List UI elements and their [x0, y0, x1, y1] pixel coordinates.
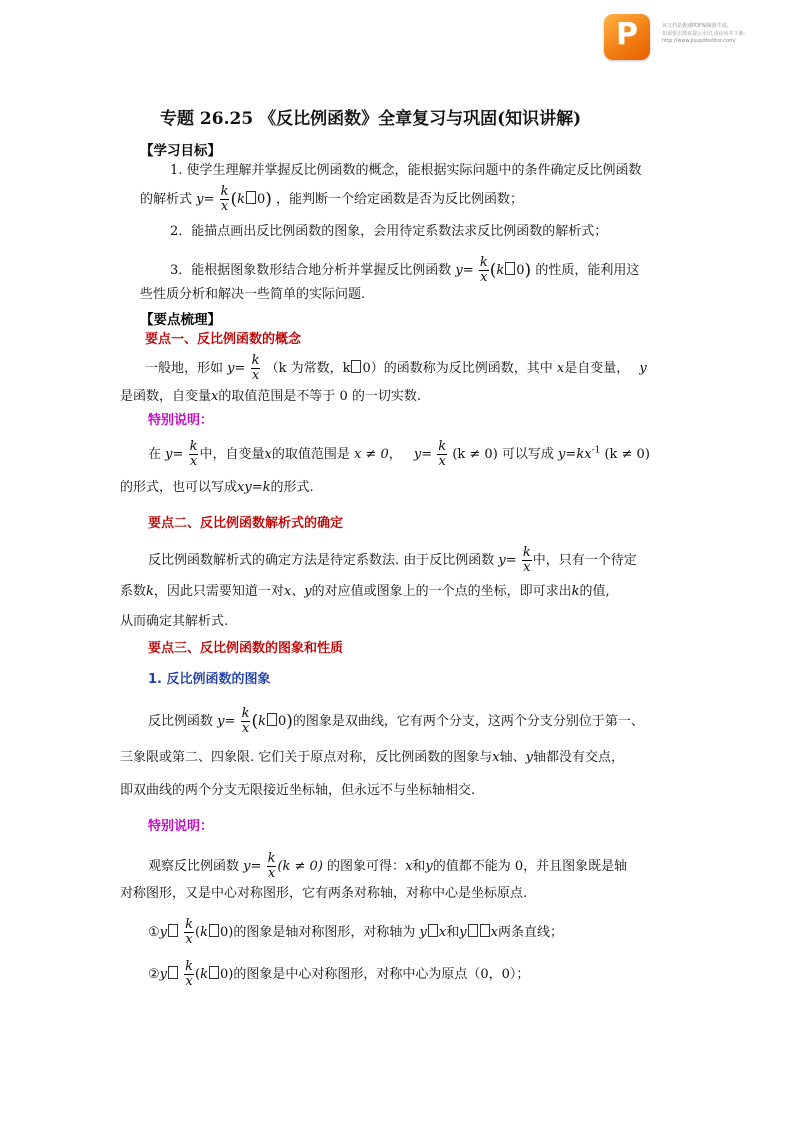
missing-glyph-box	[480, 924, 490, 937]
missing-glyph-box	[468, 924, 478, 937]
frac-den: x	[523, 560, 531, 575]
math-x-neq-0: x ≠ 0	[353, 447, 389, 462]
math-y: y	[525, 750, 533, 765]
point-2-title: 要点二、反比例函数解析式的确定	[148, 516, 344, 531]
frac-den: x	[220, 199, 229, 214]
fraction-k-over-x	[184, 960, 194, 989]
text: 轴、	[499, 750, 526, 765]
paren: (	[251, 711, 259, 732]
point-2-line-1	[148, 546, 637, 575]
fraction-k-over-x	[241, 707, 251, 736]
text: 的对应值或图象上的一个点的坐标，即可求出	[311, 584, 572, 599]
math-eq: =	[250, 859, 262, 874]
zero: 0	[256, 192, 266, 207]
math-eq: =	[172, 447, 184, 462]
frac-num: k	[189, 439, 198, 454]
frac-den: x	[185, 974, 193, 989]
missing-glyph-box	[505, 262, 515, 275]
text: 中，自变量	[199, 447, 265, 462]
frac-num: k	[185, 959, 194, 974]
text: ①	[148, 925, 160, 940]
missing-glyph-box	[351, 360, 361, 373]
fraction-k-over-x	[189, 440, 199, 469]
text: 的图象是双曲线，它有两个分支，这两个分支分别位于第一、	[292, 714, 644, 729]
fraction-k-over-x	[437, 440, 447, 469]
math-y: y	[498, 553, 506, 568]
frac-num: k	[185, 917, 194, 932]
math-y: y	[558, 447, 566, 462]
text: ，因此只需要知道一对	[153, 584, 284, 599]
fraction-k-over-x	[479, 256, 489, 285]
math-y: y	[243, 859, 251, 874]
text: 0）的函数称为反比例函数，其中	[362, 361, 553, 376]
text: 两条直线；	[497, 925, 563, 940]
point-3-line-1	[148, 707, 644, 736]
paren: )	[265, 189, 272, 210]
text: 的值,	[579, 584, 610, 599]
watermark-link[interactable]: http://www.jisupdfeditor.com/	[662, 38, 736, 44]
math-eq: =	[203, 192, 215, 207]
missing-glyph-box	[246, 191, 256, 204]
text: 观察反比例函数	[148, 859, 240, 874]
text: （k 为常数，k	[265, 361, 351, 376]
fraction-k-over-x	[184, 918, 194, 947]
text: 轴都没有交点，	[532, 750, 624, 765]
math-k: k	[496, 263, 505, 278]
math-k: k	[262, 480, 271, 495]
objective-1-line-2	[140, 185, 523, 214]
math-k: k	[237, 192, 245, 207]
frac-den: x	[189, 454, 198, 469]
text: ，能判断一个给定函数是否为反比例函数；	[276, 192, 524, 207]
zero: 0	[220, 925, 229, 940]
math-eq: =	[224, 714, 236, 729]
objective-2: 2．能描点画出反比例函数的图象，会用待定系数法求反比例函数的解析式；	[170, 224, 608, 239]
math-k-neq-0: (k ≠ 0)	[277, 859, 323, 874]
objectives-heading: 【学习目标】	[140, 143, 221, 159]
paren: (	[230, 189, 238, 210]
text: 的值都不能为 0，并且图象既是轴	[432, 859, 628, 874]
text: 的形式，也可以写成	[120, 480, 238, 495]
conclusion-2	[148, 960, 529, 989]
paren: (	[195, 925, 201, 940]
text: 的图象可得：	[327, 859, 406, 874]
frac-num: k	[522, 545, 531, 560]
paren: (	[195, 967, 201, 982]
math-x: x	[556, 361, 565, 376]
text: 和	[446, 925, 460, 940]
math-x: x	[492, 750, 500, 765]
text: 的解析式	[140, 192, 193, 207]
text: 3．能根据图象数形结合地分析并掌握反比例函数	[170, 263, 452, 278]
paren: )	[286, 711, 293, 732]
math-x: x	[264, 447, 272, 462]
text: ②	[148, 967, 160, 982]
observation-line-2: 对称图形，又是中心对称图形，它有两条对称轴，对称中心是坐标原点.	[120, 886, 528, 901]
paren: )	[228, 925, 234, 940]
zero: 0	[277, 714, 287, 729]
text: 中，只有一个待定	[532, 553, 637, 568]
logo-letter: P	[616, 17, 638, 52]
math-y: y	[217, 714, 225, 729]
math-y: y	[159, 967, 168, 982]
text: 的取值范围是	[271, 447, 350, 462]
point-3-subheading: 1. 反比例函数的图象	[148, 672, 271, 687]
text: 是函数，自变量	[120, 389, 212, 404]
objective-3-line-2: 些性质分析和解决一些简单的实际问题.	[140, 287, 366, 302]
math-eq: =	[421, 447, 433, 462]
missing-glyph-box	[428, 924, 438, 937]
point-2-line-3: 从而确定其解析式.	[120, 614, 229, 629]
frac-num: k	[267, 851, 276, 866]
math-y: y	[413, 447, 422, 462]
fraction-k-over-x	[220, 185, 230, 214]
math-eq: =	[251, 480, 263, 495]
watermark-line-2: 如需要去掉该提示水印,请访问并下载:	[662, 31, 746, 37]
text: 和	[412, 859, 426, 874]
math-x: x	[438, 925, 447, 940]
watermark-line-1: 该文档是极速PDF编辑器生成,	[662, 23, 729, 29]
math-y: y	[639, 361, 647, 376]
text: 的性质，能利用这	[535, 263, 640, 278]
math-k: k	[200, 967, 209, 982]
math-y: y	[459, 925, 467, 940]
point-3-line-2	[120, 750, 624, 766]
math-y: y	[227, 361, 235, 376]
missing-glyph-box	[168, 966, 178, 979]
math-x: x	[490, 925, 498, 940]
math-eq: =	[565, 447, 577, 462]
review-heading: 【要点梳理】	[140, 312, 221, 328]
math-xy-pair: x、y	[283, 584, 312, 599]
text: 一般地，形如	[145, 361, 224, 376]
frac-den: x	[267, 866, 276, 881]
frac-den: x	[185, 932, 193, 947]
point-3-title: 要点三、反比例函数的图象和性质	[148, 641, 344, 656]
frac-num: k	[251, 353, 260, 368]
text: 的图象是中心对称图形，对称中心为原点（0，0）；	[233, 967, 530, 982]
objective-3-line-1	[170, 256, 639, 285]
objective-1-line-1: 1. 使学生理解并掌握反比例函数的概念，能根据实际问题中的条件确定反比例函数	[170, 163, 642, 178]
fraction-k-over-x	[251, 354, 261, 383]
text: (k ≠ 0)	[604, 447, 650, 462]
math-eq: =	[505, 553, 517, 568]
math-k: k	[571, 584, 580, 599]
text: 的取值范围是不等于 0 的一切实数.	[218, 389, 422, 404]
point-1-line-2	[120, 389, 421, 405]
text: 在	[148, 447, 162, 462]
frac-num: k	[438, 439, 447, 454]
text: 系数	[120, 584, 147, 599]
missing-glyph-box	[267, 713, 277, 726]
math-k: k	[146, 584, 154, 599]
math-k: k	[258, 714, 266, 729]
conclusion-1	[148, 918, 563, 947]
math-y: y	[455, 263, 463, 278]
math-k: k	[200, 925, 209, 940]
math-xy: xy	[237, 480, 252, 495]
point-1-note-line-2	[120, 480, 314, 496]
frac-num: k	[479, 255, 488, 270]
fraction-k-over-x	[267, 852, 277, 881]
text: 是自变量，	[564, 361, 630, 376]
pdf-editor-logo	[604, 14, 650, 60]
point-1-special-note: 特别说明：	[148, 413, 214, 428]
point-1-note-line-1: 在 y= $\frac{k}{x}$ 中，自变量x的取值范围是 x ≠ 0， y= $\frac{k}{x}$ (k ≠ 0) 可以写成 $y=kx^{-1}$ (k ≠ 0)	[148, 439, 650, 469]
point-3-special-note: 特别说明：	[148, 819, 214, 834]
math-eq: =	[234, 361, 246, 376]
math-x: x	[211, 389, 219, 404]
math-y: y	[425, 859, 433, 874]
math-y: y	[165, 447, 173, 462]
math-x: x	[405, 859, 413, 874]
text: 反比例函数解析式的确定方法是待定系数法. 由于反比例函数	[148, 553, 495, 568]
page-title: 专题 26.25 《反比例函数》全章复习与巩固(知识讲解)	[160, 109, 582, 129]
point-1-title: 要点一、反比例函数的概念	[145, 332, 302, 347]
frac-den: x	[480, 270, 488, 285]
text: 三象限或第二、四象限. 它们关于原点对称，反比例函数的图象与	[120, 750, 493, 765]
observation-line-1	[148, 852, 627, 881]
point-2-line-2	[120, 584, 610, 600]
missing-glyph-box	[209, 966, 219, 979]
paren: )	[524, 260, 532, 281]
math-exponent: -1	[591, 445, 601, 456]
text: (k ≠ 0) 可以写成	[452, 447, 554, 462]
math-eq: =	[462, 263, 474, 278]
zero: 0	[516, 263, 525, 278]
text: 的形式.	[270, 480, 314, 495]
frac-num: k	[220, 184, 229, 199]
text: 反比例函数	[148, 714, 214, 729]
missing-glyph-box	[168, 924, 178, 937]
frac-den: x	[241, 721, 250, 736]
math-y: y	[196, 192, 204, 207]
paren: )	[228, 967, 234, 982]
zero: 0	[220, 967, 229, 982]
frac-den: x	[438, 454, 446, 469]
missing-glyph-box	[209, 924, 219, 937]
frac-num: k	[241, 706, 250, 721]
point-3-line-3: 即双曲线的两个分支无限接近坐标轴，但永远不与坐标轴相交.	[120, 783, 476, 798]
point-1-line-1	[145, 354, 647, 383]
text: 的图象是轴对称图形，对称轴为	[233, 925, 416, 940]
frac-den: x	[251, 368, 260, 383]
paren: (	[489, 260, 497, 281]
math-kx: kx	[576, 447, 592, 462]
math-y: y	[419, 925, 427, 940]
math-y: y	[159, 925, 168, 940]
fraction-k-over-x	[522, 546, 532, 575]
